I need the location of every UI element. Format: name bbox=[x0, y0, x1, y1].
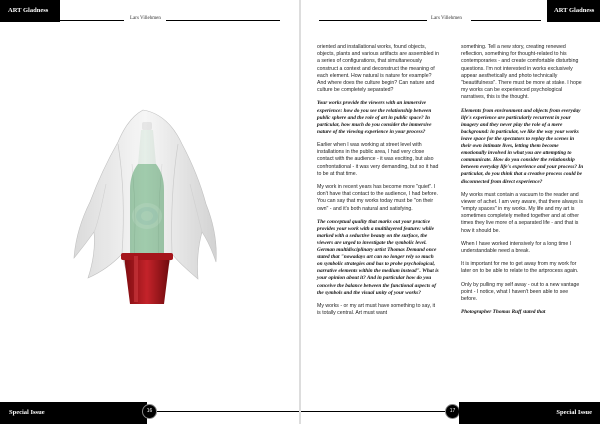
col2-para-1: something. Tell a new story, creating renewed reflection, something for thought-related to his contemporaries - and create comfortable disturbing questions. I'm not interested in works exclusively appear aesthetically and photo technically "beautifulness". There must be more at stake. I hope my works can be experienced psychological narratives, this is the thought. bbox=[461, 44, 582, 101]
col2-para-2: My works must contain a vacuum to the reader and viewer of achet. I am very aware, that there always is "empty spaces" in my works. My life and my art is sometimes completely melted together and at other times they live more of a separated life - and that is how it should be. bbox=[461, 191, 583, 234]
left-footer-rule bbox=[147, 411, 299, 412]
col1-para-1: oriented and installational works, found objects, objects, plants and various artifacts are assembled in a series of configurations, that simultaneously construct a context and deconstruct the meaning of each element. How natural is nature for example? And where does the culture begin? Can nature and culture be completely separated? bbox=[317, 44, 439, 94]
right-footer-rule bbox=[301, 411, 451, 412]
left-footer-label: Special Issue bbox=[9, 409, 45, 416]
right-header-rule-2 bbox=[471, 20, 541, 21]
right-page bbox=[301, 0, 600, 424]
article-column-2 bbox=[461, 44, 584, 322]
right-header-rule-1 bbox=[319, 20, 427, 21]
red-pot bbox=[121, 253, 173, 304]
artwork-illustration bbox=[48, 104, 224, 314]
right-footer-label: Special Issue bbox=[556, 409, 592, 416]
col2-para-5: Only by pulling my self away - out to a new vantage point - I notice, what I haven't been able to see before. bbox=[461, 281, 580, 303]
col1-question-2: The conceptual quality that marks out your practice provides your work with a multilayered feature: while marked with a seductive beauty on the surface, the viewers are urged to investigate the symbolic level. German multidisciplinary artist Thomas Demand once stated that "nowadays art can no longer rely so much on symbolic strategies and has to probe psychological, narrative elements within the medium instead". What is your opinion about it? And in particular how do you conceive the balance between the functional aspects of the symbols and the visual unity of your works? bbox=[317, 218, 439, 296]
left-page-number: 16 bbox=[142, 404, 157, 419]
right-header-title: ART Gladness bbox=[554, 7, 595, 14]
left-page bbox=[0, 0, 299, 424]
col2-question-1: Elements from environment and objects from everyday life's experience are particularly recurrent in your imagery and they never play the role of a mere background: in particular, we like the way your works leave space for the spectators to replay the scenes in their own intimate lives, letting them become emotionally involved in what you are attempting to communicate. How do you consider the relationship between everyday life's experience and your process? In particular, do you think that a creative process could be disconnected from direct experience? bbox=[461, 107, 584, 185]
left-footer-bar bbox=[0, 402, 147, 424]
left-header-rule-2 bbox=[166, 20, 280, 21]
right-header-bar bbox=[547, 0, 600, 22]
right-header-author: Lars Villehmen bbox=[431, 16, 462, 21]
col1-para-2: Earlier when I was working at street level with installations in the public area, I had very close contact with the audience - it was exciting, but also confrontational - it was very demanding, but so it had to be at that time. bbox=[317, 141, 439, 177]
left-header-title: ART Gladness bbox=[8, 7, 49, 14]
col1-question-1: Your works provide the viewers with an immersive experience: how do you see the relationship between public sphere and the role of art in public space? In particular, how much do you consider the immersive nature of the viewing experience in your process? bbox=[317, 100, 432, 135]
col1-para-4: My works - or my art must have something to say, it is totally central. Art must want bbox=[317, 302, 436, 316]
left-header-rule-1 bbox=[60, 20, 124, 21]
col2-question-2: Photographer Thomas Ruff stated that bbox=[461, 309, 546, 316]
article-column-1 bbox=[317, 44, 440, 323]
right-page-number: 17 bbox=[445, 404, 460, 419]
left-header-bar bbox=[0, 0, 60, 22]
col2-para-3: When I have worked intensively for a long time I understandable need a break. bbox=[461, 240, 572, 255]
col1-para-3: My work in recent years has become more "quiet". I don't have that contact to the audience, I had before. You can say that my works today must be "on their own" - and it's both natural and satisfying. bbox=[317, 183, 438, 212]
left-header-author: Lars Villehmen bbox=[130, 16, 161, 21]
right-footer-bar bbox=[459, 402, 600, 424]
col2-para-4: It is important for me to get away from my work for later on to be able to relate to the artprocess again. bbox=[461, 261, 579, 275]
